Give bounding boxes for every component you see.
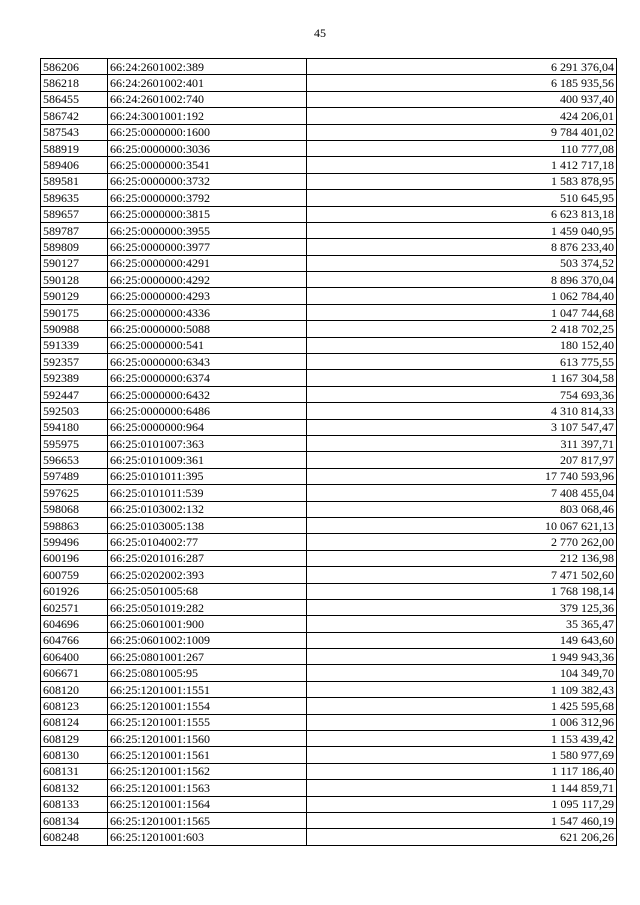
cadastral-value-cell: 17 740 593,96 xyxy=(307,468,617,484)
cadastral-value-cell: 1 062 784,40 xyxy=(307,288,617,304)
row-number-cell: 586218 xyxy=(41,75,108,91)
table-row xyxy=(41,272,617,288)
table-row xyxy=(41,337,617,353)
cadastral-value-cell: 2 770 262,00 xyxy=(307,534,617,550)
table-row xyxy=(41,370,617,386)
row-number-cell: 601926 xyxy=(41,583,108,599)
cadastral-number-cell: 66:25:0103005:138 xyxy=(108,517,307,533)
cadastral-number-cell: 66:25:0000000:4293 xyxy=(108,288,307,304)
table-row xyxy=(41,403,617,419)
cadastral-value-cell: 7 408 455,04 xyxy=(307,485,617,501)
table-row xyxy=(41,698,617,714)
table-row xyxy=(41,714,617,730)
cadastral-number-cell: 66:25:0601002:1009 xyxy=(108,632,307,648)
cadastral-number-cell: 66:25:0000000:3955 xyxy=(108,222,307,238)
table-row xyxy=(41,763,617,779)
row-number-cell: 599496 xyxy=(41,534,108,550)
cadastral-number-cell: 66:25:0000000:3792 xyxy=(108,190,307,206)
table-row xyxy=(41,681,617,697)
cadastral-value-cell: 180 152,40 xyxy=(307,337,617,353)
row-number-cell: 608124 xyxy=(41,714,108,730)
table-row xyxy=(41,517,617,533)
table-row xyxy=(41,567,617,583)
row-number-cell: 590988 xyxy=(41,321,108,337)
row-number-cell: 588919 xyxy=(41,140,108,156)
cadastral-value-cell: 207 817,97 xyxy=(307,452,617,468)
table-row xyxy=(41,157,617,173)
cadastral-value-cell: 503 374,52 xyxy=(307,255,617,271)
table-row xyxy=(41,419,617,435)
cadastral-number-cell: 66:25:0201016:287 xyxy=(108,550,307,566)
row-number-cell: 608132 xyxy=(41,780,108,796)
cadastral-number-cell: 66:25:0101007:363 xyxy=(108,435,307,451)
row-number-cell: 598068 xyxy=(41,501,108,517)
row-number-cell: 591339 xyxy=(41,337,108,353)
cadastral-number-cell: 66:24:2601002:389 xyxy=(108,59,307,75)
table-row xyxy=(41,468,617,484)
cadastral-value-cell: 803 068,46 xyxy=(307,501,617,517)
table-row xyxy=(41,91,617,107)
row-number-cell: 597625 xyxy=(41,485,108,501)
cadastral-value-cell: 1 768 198,14 xyxy=(307,583,617,599)
table-row xyxy=(41,354,617,370)
cadastral-value-cell: 8 896 370,04 xyxy=(307,272,617,288)
table-row xyxy=(41,501,617,517)
cadastral-number-cell: 66:25:0101009:361 xyxy=(108,452,307,468)
table-row xyxy=(41,75,617,91)
row-number-cell: 608248 xyxy=(41,829,108,845)
cadastral-number-cell: 66:25:0000000:541 xyxy=(108,337,307,353)
cadastral-number-cell: 66:25:0202002:393 xyxy=(108,567,307,583)
cadastral-value-cell: 1 425 595,68 xyxy=(307,698,617,714)
table-row xyxy=(41,731,617,747)
cadastral-value-cell: 6 291 376,04 xyxy=(307,59,617,75)
row-number-cell: 608134 xyxy=(41,812,108,828)
table-row xyxy=(41,616,617,632)
row-number-cell: 604766 xyxy=(41,632,108,648)
table-row xyxy=(41,304,617,320)
cadastral-value-cell: 400 937,40 xyxy=(307,91,617,107)
cadastral-number-cell: 66:25:0501005:68 xyxy=(108,583,307,599)
row-number-cell: 589635 xyxy=(41,190,108,206)
cadastral-value-cell: 149 643,60 xyxy=(307,632,617,648)
table-row xyxy=(41,829,617,845)
cadastral-value-cell: 1 153 439,42 xyxy=(307,731,617,747)
cadastral-value-cell: 1 949 943,36 xyxy=(307,649,617,665)
row-number-cell: 608120 xyxy=(41,681,108,697)
cadastral-value-cell: 104 349,70 xyxy=(307,665,617,681)
page-number: 45 xyxy=(314,26,326,40)
cadastral-value-cell: 424 206,01 xyxy=(307,108,617,124)
row-number-cell: 594180 xyxy=(41,419,108,435)
table-row xyxy=(41,124,617,140)
table-row xyxy=(41,599,617,615)
cadastral-number-cell: 66:25:0000000:964 xyxy=(108,419,307,435)
table-row xyxy=(41,550,617,566)
cadastral-number-cell: 66:25:1201001:1562 xyxy=(108,763,307,779)
cadastral-value-cell: 379 125,36 xyxy=(307,599,617,615)
row-number-cell: 596653 xyxy=(41,452,108,468)
table-row xyxy=(41,435,617,451)
cadastral-number-cell: 66:25:0601001:900 xyxy=(108,616,307,632)
table-row xyxy=(41,321,617,337)
cadastral-number-cell: 66:25:1201001:1564 xyxy=(108,796,307,812)
row-number-cell: 590128 xyxy=(41,272,108,288)
table-row xyxy=(41,222,617,238)
cadastral-number-cell: 66:25:1201001:1560 xyxy=(108,731,307,747)
table-row xyxy=(41,649,617,665)
cadastral-value-cell: 212 136,98 xyxy=(307,550,617,566)
row-number-cell: 590127 xyxy=(41,255,108,271)
row-number-cell: 608131 xyxy=(41,763,108,779)
cadastral-number-cell: 66:25:0000000:3541 xyxy=(108,157,307,173)
row-number-cell: 608123 xyxy=(41,698,108,714)
cadastral-value-cell: 6 623 813,18 xyxy=(307,206,617,222)
table-row xyxy=(41,780,617,796)
cadastral-value-cell: 110 777,08 xyxy=(307,140,617,156)
cadastral-number-cell: 66:25:1201001:603 xyxy=(108,829,307,845)
cadastral-value-cell: 2 418 702,25 xyxy=(307,321,617,337)
cadastral-value-table xyxy=(40,58,617,846)
cadastral-number-cell: 66:25:1201001:1554 xyxy=(108,698,307,714)
table-row xyxy=(41,386,617,402)
cadastral-number-cell: 66:25:0101011:395 xyxy=(108,468,307,484)
cadastral-number-cell: 66:25:1201001:1555 xyxy=(108,714,307,730)
cadastral-value-cell: 1 047 744,68 xyxy=(307,304,617,320)
cadastral-value-cell: 8 876 233,40 xyxy=(307,239,617,255)
table-row xyxy=(41,812,617,828)
row-number-cell: 589581 xyxy=(41,173,108,189)
cadastral-number-cell: 66:25:0801005:95 xyxy=(108,665,307,681)
cadastral-value-cell: 754 693,36 xyxy=(307,386,617,402)
table-row xyxy=(41,796,617,812)
cadastral-value-cell: 1 006 312,96 xyxy=(307,714,617,730)
table-row xyxy=(41,747,617,763)
row-number-cell: 589787 xyxy=(41,222,108,238)
table-row xyxy=(41,485,617,501)
cadastral-value-cell: 510 645,95 xyxy=(307,190,617,206)
cadastral-number-cell: 66:24:3001001:192 xyxy=(108,108,307,124)
table-row xyxy=(41,255,617,271)
cadastral-number-cell: 66:25:0801001:267 xyxy=(108,649,307,665)
row-number-cell: 592389 xyxy=(41,370,108,386)
table-row xyxy=(41,239,617,255)
cadastral-number-cell: 66:25:0000000:6432 xyxy=(108,386,307,402)
row-number-cell: 592357 xyxy=(41,354,108,370)
cadastral-value-cell: 6 185 935,56 xyxy=(307,75,617,91)
row-number-cell: 604696 xyxy=(41,616,108,632)
table-row xyxy=(41,206,617,222)
cadastral-value-cell: 4 310 814,33 xyxy=(307,403,617,419)
table-row xyxy=(41,140,617,156)
table-row xyxy=(41,534,617,550)
row-number-cell: 586742 xyxy=(41,108,108,124)
cadastral-value-cell: 9 784 401,02 xyxy=(307,124,617,140)
row-number-cell: 602571 xyxy=(41,599,108,615)
cadastral-number-cell: 66:25:0000000:6343 xyxy=(108,354,307,370)
cadastral-number-cell: 66:25:0000000:4292 xyxy=(108,272,307,288)
table-row xyxy=(41,288,617,304)
cadastral-value-cell: 1 459 040,95 xyxy=(307,222,617,238)
cadastral-value-cell: 1 167 304,58 xyxy=(307,370,617,386)
cadastral-number-cell: 66:25:0104002:77 xyxy=(108,534,307,550)
cadastral-value-cell: 1 580 977,69 xyxy=(307,747,617,763)
cadastral-value-cell: 621 206,26 xyxy=(307,829,617,845)
cadastral-value-cell: 7 471 502,60 xyxy=(307,567,617,583)
cadastral-value-cell: 1 117 186,40 xyxy=(307,763,617,779)
cadastral-value-cell: 35 365,47 xyxy=(307,616,617,632)
cadastral-number-cell: 66:25:1201001:1565 xyxy=(108,812,307,828)
row-number-cell: 590129 xyxy=(41,288,108,304)
cadastral-value-cell: 1 144 859,71 xyxy=(307,780,617,796)
row-number-cell: 592447 xyxy=(41,386,108,402)
cadastral-value-cell: 10 067 621,13 xyxy=(307,517,617,533)
cadastral-number-cell: 66:25:1201001:1561 xyxy=(108,747,307,763)
row-number-cell: 595975 xyxy=(41,435,108,451)
table-row xyxy=(41,173,617,189)
row-number-cell: 592503 xyxy=(41,403,108,419)
table-row xyxy=(41,583,617,599)
cadastral-number-cell: 66:25:0000000:6486 xyxy=(108,403,307,419)
cadastral-number-cell: 66:25:0000000:3977 xyxy=(108,239,307,255)
cadastral-number-cell: 66:25:0101011:539 xyxy=(108,485,307,501)
row-number-cell: 587543 xyxy=(41,124,108,140)
row-number-cell: 598863 xyxy=(41,517,108,533)
cadastral-number-cell: 66:25:0000000:4336 xyxy=(108,304,307,320)
cadastral-value-cell: 1 583 878,95 xyxy=(307,173,617,189)
row-number-cell: 600759 xyxy=(41,567,108,583)
row-number-cell: 608133 xyxy=(41,796,108,812)
cadastral-value-cell: 1 095 117,29 xyxy=(307,796,617,812)
table-row xyxy=(41,108,617,124)
cadastral-number-cell: 66:24:2601002:740 xyxy=(108,91,307,107)
cadastral-value-cell: 1 547 460,19 xyxy=(307,812,617,828)
cadastral-number-cell: 66:25:0000000:6374 xyxy=(108,370,307,386)
cadastral-value-cell: 1 412 717,18 xyxy=(307,157,617,173)
cadastral-number-cell: 66:24:2601002:401 xyxy=(108,75,307,91)
cadastral-number-cell: 66:25:0000000:3036 xyxy=(108,140,307,156)
cadastral-number-cell: 66:25:0000000:1600 xyxy=(108,124,307,140)
cadastral-number-cell: 66:25:1201001:1551 xyxy=(108,681,307,697)
cadastral-value-cell: 1 109 382,43 xyxy=(307,681,617,697)
cadastral-value-cell: 613 775,55 xyxy=(307,354,617,370)
cadastral-number-cell: 66:25:0501019:282 xyxy=(108,599,307,615)
row-number-cell: 589657 xyxy=(41,206,108,222)
row-number-cell: 589406 xyxy=(41,157,108,173)
cadastral-number-cell: 66:25:0103002:132 xyxy=(108,501,307,517)
table-row xyxy=(41,190,617,206)
row-number-cell: 606671 xyxy=(41,665,108,681)
row-number-cell: 608129 xyxy=(41,731,108,747)
row-number-cell: 608130 xyxy=(41,747,108,763)
row-number-cell: 586455 xyxy=(41,91,108,107)
table-row xyxy=(41,632,617,648)
row-number-cell: 600196 xyxy=(41,550,108,566)
cadastral-value-cell: 3 107 547,47 xyxy=(307,419,617,435)
row-number-cell: 590175 xyxy=(41,304,108,320)
table-row xyxy=(41,452,617,468)
row-number-cell: 606400 xyxy=(41,649,108,665)
table-row xyxy=(41,59,617,75)
cadastral-number-cell: 66:25:0000000:3732 xyxy=(108,173,307,189)
table-body xyxy=(41,59,617,846)
table-row xyxy=(41,665,617,681)
row-number-cell: 586206 xyxy=(41,59,108,75)
cadastral-number-cell: 66:25:1201001:1563 xyxy=(108,780,307,796)
cadastral-value-cell: 311 397,71 xyxy=(307,435,617,451)
row-number-cell: 597489 xyxy=(41,468,108,484)
cadastral-number-cell: 66:25:0000000:3815 xyxy=(108,206,307,222)
cadastral-number-cell: 66:25:0000000:5088 xyxy=(108,321,307,337)
cadastral-number-cell: 66:25:0000000:4291 xyxy=(108,255,307,271)
row-number-cell: 589809 xyxy=(41,239,108,255)
